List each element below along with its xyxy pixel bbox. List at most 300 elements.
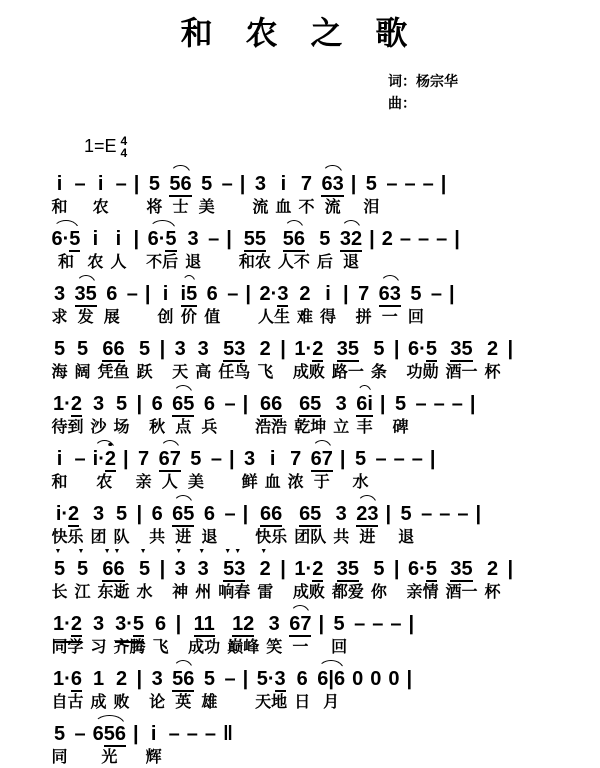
- note-column: [93, 449, 116, 493]
- note-glyph: 5: [165, 227, 177, 250]
- note-group: [317, 669, 345, 689]
- note-column: [110, 229, 126, 273]
- note-glyph: 5: [53, 557, 66, 580]
- note: [181, 284, 198, 308]
- lyric-syllable: 乾坤: [294, 418, 327, 436]
- note: [270, 449, 276, 473]
- duration-dash: –: [375, 447, 387, 470]
- note: [148, 229, 177, 253]
- bar-line: |: [133, 722, 139, 745]
- note-column: [185, 229, 201, 273]
- note-column: [475, 504, 481, 548]
- duration-dash: –: [393, 447, 405, 470]
- note: [408, 559, 437, 583]
- bar-line: |: [507, 557, 514, 580]
- note-glyph: 5: [410, 282, 422, 305]
- bar-line: |: [144, 282, 151, 305]
- note-glyph: 5: [333, 612, 345, 635]
- note-column: [416, 394, 427, 438]
- note: [260, 504, 282, 528]
- lyric-syllable: 求: [51, 308, 68, 326]
- note-column: [172, 547, 189, 603]
- note-glyph: 5: [138, 557, 151, 580]
- note-glyph: 5: [148, 172, 160, 195]
- lyric-syllable: 快乐: [255, 528, 288, 546]
- note-row: [48, 548, 600, 603]
- note-glyph: 3: [151, 667, 163, 690]
- note-glyph: 3: [244, 447, 256, 470]
- score-line: [48, 658, 600, 713]
- lyric-syllable: 不后: [146, 253, 179, 271]
- note-column: [258, 284, 290, 328]
- bar-line: |: [229, 447, 235, 470]
- note-column: [394, 449, 405, 493]
- bar-line: |: [133, 172, 140, 195]
- note-column: [298, 174, 314, 218]
- note-column: [434, 394, 445, 438]
- note-column: [265, 449, 281, 493]
- note-glyph: 6·: [408, 557, 426, 580]
- duration-dash: –: [186, 722, 198, 745]
- lyric-syllable: 水: [352, 473, 369, 491]
- note-column: [294, 504, 326, 548]
- lyric-syllable: 飞: [152, 638, 169, 656]
- note-column: [382, 229, 393, 273]
- note-glyph: 3: [92, 612, 105, 635]
- duration-dash: –: [224, 502, 236, 525]
- note: [450, 339, 472, 363]
- note-glyph: 6: [70, 667, 82, 690]
- note-column: [340, 229, 362, 273]
- note-column: [240, 174, 246, 218]
- accent-marks: ▼: [77, 547, 88, 555]
- note: [93, 229, 99, 253]
- lyric-syllable: 创: [157, 308, 174, 326]
- note: [175, 339, 186, 363]
- slur-arc: [169, 174, 191, 197]
- duration-dash: –: [390, 612, 402, 635]
- lyric-syllable: 水: [136, 583, 153, 601]
- score-line: [48, 713, 600, 768]
- note: [134, 174, 140, 198]
- note-column: [91, 614, 107, 658]
- note-column: [133, 724, 139, 768]
- note-glyph: 1·: [53, 667, 71, 690]
- lyric-syllable: 长: [51, 583, 68, 601]
- note-column: [187, 724, 198, 768]
- note: [169, 724, 180, 748]
- lyric-syllable: 后: [316, 253, 333, 271]
- note-column: [353, 449, 369, 493]
- note-column: [351, 174, 357, 218]
- note: [354, 614, 365, 638]
- note-glyph: 6i: [356, 392, 373, 415]
- note: [116, 504, 127, 528]
- lyric-syllable: 雷: [257, 583, 274, 601]
- lyric-syllable: 鲜: [241, 473, 258, 491]
- note: [260, 339, 271, 363]
- note-group: [294, 559, 323, 582]
- meter-denominator: 4: [120, 145, 128, 160]
- note: [340, 449, 346, 473]
- score-line: [48, 218, 600, 273]
- note: [76, 547, 89, 583]
- note-column: [394, 339, 400, 383]
- note: [401, 504, 412, 528]
- note-glyph: 12: [232, 612, 255, 635]
- bar-line: |: [245, 282, 251, 305]
- bar-line: |: [475, 502, 482, 525]
- bar-line: |: [406, 667, 413, 690]
- lyric-syllable: 流: [324, 198, 341, 216]
- slur-arc: [356, 504, 378, 527]
- note: [57, 174, 63, 198]
- note: [133, 724, 139, 748]
- score-line: [48, 548, 600, 603]
- lyric-syllable: 辉: [145, 748, 162, 766]
- note-glyph: 5: [132, 612, 144, 635]
- note-glyph: i: [92, 227, 99, 250]
- note: [160, 559, 166, 583]
- note-column: [74, 547, 91, 603]
- note: [366, 174, 377, 198]
- note-column: [153, 614, 169, 658]
- composer-credit: 曲：: [388, 95, 416, 112]
- note: [336, 504, 347, 528]
- note-glyph: 1·: [294, 337, 313, 360]
- note-column: [407, 339, 439, 383]
- lyric-syllable: 英: [175, 693, 192, 711]
- lyric-syllable: 进: [175, 528, 192, 546]
- note: [54, 339, 65, 363]
- note-column: [201, 394, 217, 438]
- note: [351, 174, 357, 198]
- note-column: [218, 339, 250, 383]
- note-column: [208, 229, 219, 273]
- note-glyph: 5: [76, 557, 89, 580]
- note-glyph: i: [56, 447, 63, 470]
- lyric-syllable: 队: [113, 528, 130, 546]
- lyric-syllable: 待到: [51, 418, 84, 436]
- note-column: [205, 724, 216, 768]
- note: [53, 614, 82, 638]
- score: [48, 163, 600, 768]
- note-column: [390, 614, 401, 658]
- lyric-syllable: 价: [180, 308, 197, 326]
- note: [406, 669, 412, 693]
- note: [204, 394, 215, 418]
- lyric-syllable: 点: [175, 418, 192, 436]
- note-glyph: 2: [312, 337, 324, 360]
- note-column: [331, 614, 347, 658]
- note-column: [104, 284, 120, 328]
- lyric-syllable: 成功: [188, 638, 221, 656]
- note: [243, 669, 249, 693]
- note-column: [293, 339, 325, 383]
- note-group: [294, 339, 323, 362]
- note: [138, 449, 149, 473]
- note: [152, 394, 163, 418]
- note-glyph: 66: [260, 392, 283, 415]
- lyric-syllable: 你: [370, 583, 387, 601]
- note-glyph: 5: [354, 447, 367, 470]
- duration-dash: –: [421, 502, 433, 525]
- note: [457, 504, 468, 528]
- sheet-music-page: [0, 8, 600, 768]
- note-column: [408, 284, 424, 328]
- note: [370, 669, 381, 693]
- note-column: [439, 504, 450, 548]
- note: [317, 669, 345, 693]
- note: [394, 339, 400, 363]
- note-column: [159, 449, 181, 493]
- note-row: [48, 713, 600, 768]
- note: [194, 614, 215, 638]
- note: [321, 174, 343, 198]
- note-glyph: 56: [169, 172, 192, 195]
- note-column: [123, 449, 129, 493]
- note-glyph: 5: [203, 667, 215, 690]
- note: [340, 229, 362, 253]
- note-glyph: 6: [106, 282, 118, 305]
- note: [386, 174, 397, 198]
- note: [160, 339, 166, 363]
- note-column: [398, 504, 414, 548]
- note-glyph: i: [56, 172, 63, 195]
- note-column: [137, 394, 143, 438]
- lyric-syllable: 人: [110, 253, 127, 271]
- note-glyph: 5: [138, 337, 151, 360]
- lyric-syllable: 江: [74, 583, 91, 601]
- lyric-syllable: 同学: [51, 638, 84, 656]
- note-glyph: 2: [381, 227, 393, 250]
- note: [430, 449, 436, 473]
- lyric-syllable: 于: [313, 473, 330, 491]
- note: [280, 339, 286, 363]
- note-glyph: 2: [70, 612, 82, 635]
- note-column: [91, 504, 107, 548]
- note: [75, 724, 86, 748]
- duration-dash: –: [411, 447, 423, 470]
- lyric-syllable: 立: [333, 418, 350, 436]
- note-column: [243, 669, 249, 713]
- note: [243, 504, 249, 528]
- note-column: [321, 174, 343, 218]
- lyric-syllable: 和: [51, 473, 68, 491]
- bar-line: |: [429, 447, 436, 470]
- note-glyph: 67: [310, 447, 333, 470]
- note-row: [48, 273, 600, 328]
- note-column: [436, 229, 447, 273]
- note: [355, 449, 366, 473]
- lyric-syllable: 沙: [90, 418, 107, 436]
- lyric-syllable: 场: [113, 418, 130, 436]
- bar-line: |: [175, 612, 182, 635]
- lyric-syllable: 光: [101, 748, 118, 766]
- lyric-syllable: 酒一: [445, 363, 478, 381]
- note-column: [371, 559, 387, 603]
- note-column: [75, 174, 86, 218]
- note-column: [431, 284, 442, 328]
- note: [145, 284, 151, 308]
- note: [54, 724, 65, 748]
- note-column: [75, 724, 86, 768]
- note-column: [418, 229, 429, 273]
- lyric-syllable: 不: [298, 198, 315, 216]
- lyric-syllable: 秋: [149, 418, 166, 436]
- duration-dash: –: [436, 227, 448, 250]
- note-column: [430, 449, 436, 493]
- high-octave-dot: [109, 443, 113, 447]
- note: [56, 504, 79, 528]
- note: [281, 174, 287, 198]
- note: [240, 174, 246, 198]
- note-column: [52, 449, 68, 493]
- note: [93, 614, 104, 638]
- note: [434, 394, 445, 418]
- note-column: [257, 547, 274, 603]
- bar-line: |: [136, 392, 143, 415]
- note-glyph: 6: [154, 612, 167, 635]
- lyric-syllable: 酒一: [445, 583, 478, 601]
- note: [137, 504, 143, 528]
- note-column: [388, 669, 399, 713]
- note: [373, 559, 384, 583]
- note-row: [48, 493, 600, 548]
- lyric-syllable: 农: [92, 198, 109, 216]
- note: [470, 394, 476, 418]
- note-column: [199, 174, 215, 218]
- slur-arc: [317, 669, 345, 689]
- note-column: [356, 394, 373, 438]
- note-column: [137, 339, 153, 383]
- bar-line: |: [385, 502, 392, 525]
- lyric-syllable: 成败: [292, 363, 325, 381]
- bar-line: |: [239, 172, 246, 195]
- note-column: [280, 559, 286, 603]
- note-glyph: 56: [172, 667, 195, 690]
- note-column: [160, 559, 166, 603]
- note-glyph: 3: [197, 337, 209, 360]
- slur-arc: [356, 394, 373, 417]
- note-row: [48, 383, 600, 438]
- lyric-syllable: 泪: [363, 198, 380, 216]
- note-column: [369, 229, 375, 273]
- note: [190, 449, 201, 473]
- note: [400, 229, 411, 253]
- note-column: [449, 284, 455, 328]
- note-column: [93, 174, 109, 218]
- note-row: [48, 658, 600, 713]
- lyric-syllable: 人: [161, 473, 178, 491]
- accent-marks: ▼: [54, 547, 65, 555]
- note: [243, 394, 249, 418]
- bar-line: |: [339, 447, 346, 470]
- duration-dash: –: [404, 172, 416, 195]
- note-glyph: |: [328, 667, 334, 690]
- lyric-syllable: 东逝: [97, 583, 130, 601]
- note: [475, 504, 481, 528]
- duration-dash: –: [224, 667, 236, 690]
- note: [454, 229, 460, 253]
- note: [116, 669, 127, 693]
- note: [152, 504, 163, 528]
- slur-arc: [159, 449, 181, 472]
- lyric-syllable: 值: [204, 308, 221, 326]
- slur-arc: [321, 174, 343, 197]
- score-line: [48, 328, 600, 383]
- note-column: [243, 504, 249, 548]
- lyric-syllable: 回: [331, 638, 348, 656]
- note-group: [93, 724, 126, 747]
- note-glyph: 2: [299, 282, 311, 305]
- note: [380, 394, 386, 418]
- lyric-syllable: 退: [201, 528, 218, 546]
- note: [260, 394, 282, 418]
- tonality-label: 1=E: [84, 136, 117, 157]
- note: [334, 614, 345, 638]
- note-glyph: 6: [151, 502, 163, 525]
- note: [373, 339, 384, 363]
- note-column: [255, 669, 287, 713]
- duration-dash: –: [451, 392, 463, 415]
- note-column: [352, 669, 363, 713]
- note-glyph: 1·: [294, 557, 313, 580]
- note-column: [169, 724, 180, 768]
- note-column: [318, 614, 324, 658]
- note-column: [52, 724, 68, 768]
- note-column: [52, 229, 81, 273]
- note-column: [134, 174, 140, 218]
- note: [174, 547, 186, 583]
- bar-line: |: [280, 557, 286, 580]
- note-column: [333, 504, 349, 548]
- note: [394, 559, 400, 583]
- note-column: [293, 559, 325, 603]
- note-glyph: 5: [53, 722, 66, 745]
- note: [356, 504, 378, 528]
- note-glyph: 5: [394, 392, 407, 415]
- slur-arc: [311, 449, 333, 472]
- note-glyph: 6: [317, 667, 329, 690]
- meter-numerator: 4: [120, 133, 128, 148]
- note-column: [188, 614, 220, 658]
- lyric-syllable: 共: [333, 528, 350, 546]
- lyric-syllable: 将: [146, 198, 163, 216]
- note-group: [93, 449, 116, 472]
- slur-arc: [379, 284, 401, 307]
- note-column: [51, 547, 68, 603]
- note: [172, 394, 194, 418]
- lyric-syllable: 齐腾: [113, 638, 146, 656]
- note-column: [255, 504, 287, 548]
- note-row: [48, 328, 600, 383]
- note: [53, 669, 82, 693]
- note-glyph: 6: [333, 667, 346, 690]
- note-glyph: 2: [70, 392, 82, 415]
- duration-dash: –: [386, 172, 398, 195]
- note-glyph: 2: [312, 557, 324, 580]
- note-column: [133, 229, 139, 273]
- duration-dash: –: [224, 392, 236, 415]
- accent-marks: ▼: [175, 547, 186, 555]
- bar-line: |: [136, 667, 143, 690]
- note-column: [160, 339, 166, 383]
- note-column: [87, 229, 103, 273]
- slur-arc: [283, 229, 305, 252]
- note-glyph: 2: [105, 449, 116, 472]
- note: [93, 449, 116, 473]
